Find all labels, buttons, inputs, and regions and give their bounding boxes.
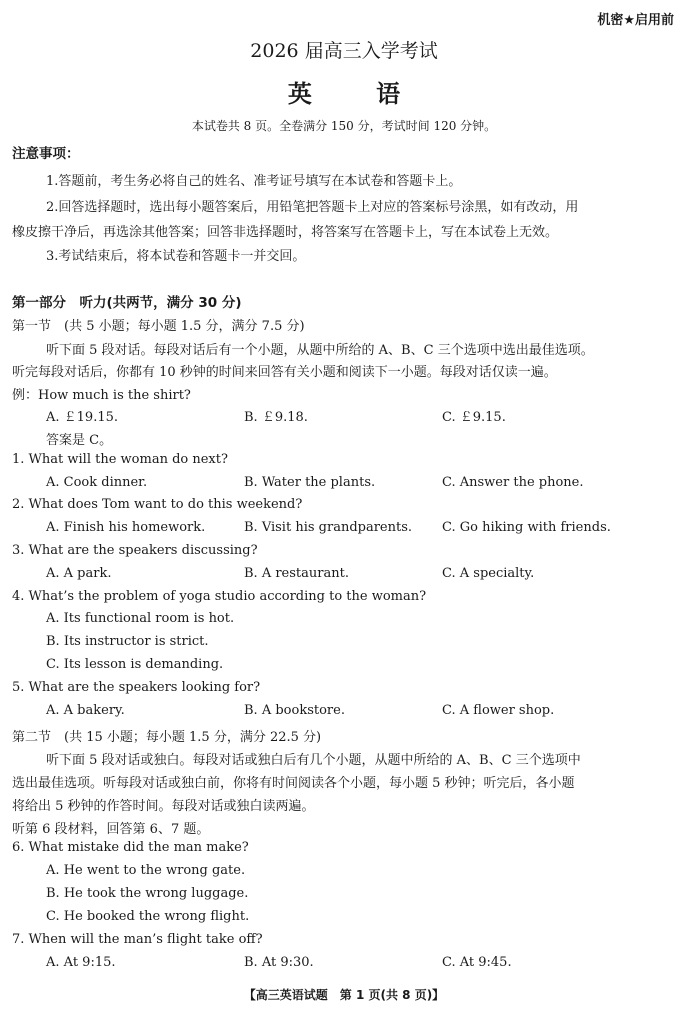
notice-item: 3.考试结束后，将本试卷和答题卡一并交回。 <box>46 249 306 264</box>
question-stem: 3. What are the speakers discussing? <box>12 543 258 558</box>
subject-title: 英 语 <box>287 80 429 108</box>
notice-item: 橡皮擦干净后，再选涂其他答案；回答非选择题时，将答案写在答题卡上，写在本试卷上无效。 <box>12 225 559 240</box>
section2-heading: 第二节 (共 15 小题；每小题 1.5 分，满分 22.5 分) <box>12 730 322 745</box>
section1-instructions: 听完每段对话后，你都有 10 秒钟的时间来回答有关小题和阅读下一小题。每段对话仅读一遍。 <box>12 365 557 380</box>
question-option: B. Visit his grandparents. <box>244 520 413 535</box>
question-option: C. Go hiking with friends. <box>442 520 611 535</box>
question-option: A. Its functional room is hot. <box>46 611 235 626</box>
notice-item: 2.回答选择题时，选出每小题答案后，用铅笔把答题卡上对应的答案标号涂黑，如有改动，用 <box>46 200 579 215</box>
question-option: C. He booked the wrong flight. <box>46 909 250 924</box>
question-option: C. A flower shop. <box>442 703 555 718</box>
question-option: A. A bakery. <box>46 703 125 718</box>
question-option: B. A restaurant. <box>244 566 349 581</box>
notice-heading: 注意事项： <box>12 146 80 162</box>
part1-heading: 第一部分 听力(共两节，满分 30 分) <box>12 295 242 311</box>
example-option: A. ￡19.15. <box>46 410 119 425</box>
example-option: B. ￡9.18. <box>244 410 308 425</box>
question-option: B. Water the plants. <box>244 475 376 490</box>
question-stem: 1. What will the woman do next? <box>12 452 228 467</box>
question-option: A. He went to the wrong gate. <box>46 863 246 878</box>
notice-item: 1.答题前，考生务必将自己的姓名、准考证号填写在本试卷和答题卡上。 <box>46 174 462 189</box>
question-option: C. At 9:45. <box>442 955 512 970</box>
example-stem: 例：How much is the shirt? <box>12 388 191 403</box>
question-option: A. At 9:15. <box>46 955 116 970</box>
question-option: A. Finish his homework. <box>46 520 206 535</box>
question-option: C. Its lesson is demanding. <box>46 657 224 672</box>
question-stem: 5. What are the speakers looking for? <box>12 680 261 695</box>
question-option: C. Answer the phone. <box>442 475 584 490</box>
section2-instructions: 选出最佳选项。听每段对话或独白前，你将有时间阅读各个小题，每小题 5 秒钟；听完后，各小题 <box>12 776 575 791</box>
question-stem: 6. What mistake did the man make? <box>12 840 249 855</box>
page-footer: 【高三英语试题 第 1 页(共 8 页)】 <box>243 988 445 1002</box>
question-option: B. He took the wrong luggage. <box>46 886 249 901</box>
question-stem: 4. What’s the problem of yoga studio according to the woman? <box>12 589 427 604</box>
confidential-label: 机密★启用前 <box>597 13 674 28</box>
question-option: B. At 9:30. <box>244 955 314 970</box>
exam-title: 2026 届高三入学考试 <box>250 40 438 62</box>
section1-heading: 第一节 (共 5 小题；每小题 1.5 分，满分 7.5 分) <box>12 319 305 334</box>
question-option: B. A bookstore. <box>244 703 345 718</box>
section2-instructions: 将给出 5 秒钟的作答时间。每段对话或独白读两遍。 <box>12 799 315 814</box>
question-option: C. A specialty. <box>442 566 535 581</box>
material-note: 听第 6 段材料，回答第 6、7 题。 <box>12 822 210 837</box>
exam-intro: 本试卷共 8 页。全卷满分 150 分，考试时间 120 分钟。 <box>191 119 497 133</box>
example-answer: 答案是 C。 <box>46 433 113 448</box>
question-stem: 2. What does Tom want to do this weekend? <box>12 497 303 512</box>
section1-instructions: 听下面 5 段对话。每段对话后有一个小题，从题中所给的 A、B、C 三个选项中选出最佳选项。 <box>46 343 594 358</box>
question-option: A. Cook dinner. <box>46 475 148 490</box>
question-stem: 7. When will the man’s flight take off? <box>12 932 263 947</box>
question-option: A. A park. <box>46 566 112 581</box>
example-option: C. ￡9.15. <box>442 410 506 425</box>
question-option: B. Its instructor is strict. <box>46 634 209 649</box>
section2-instructions: 听下面 5 段对话或独白。每段对话或独白后有几个小题，从题中所给的 A、B、C 三个选项中 <box>46 753 581 768</box>
